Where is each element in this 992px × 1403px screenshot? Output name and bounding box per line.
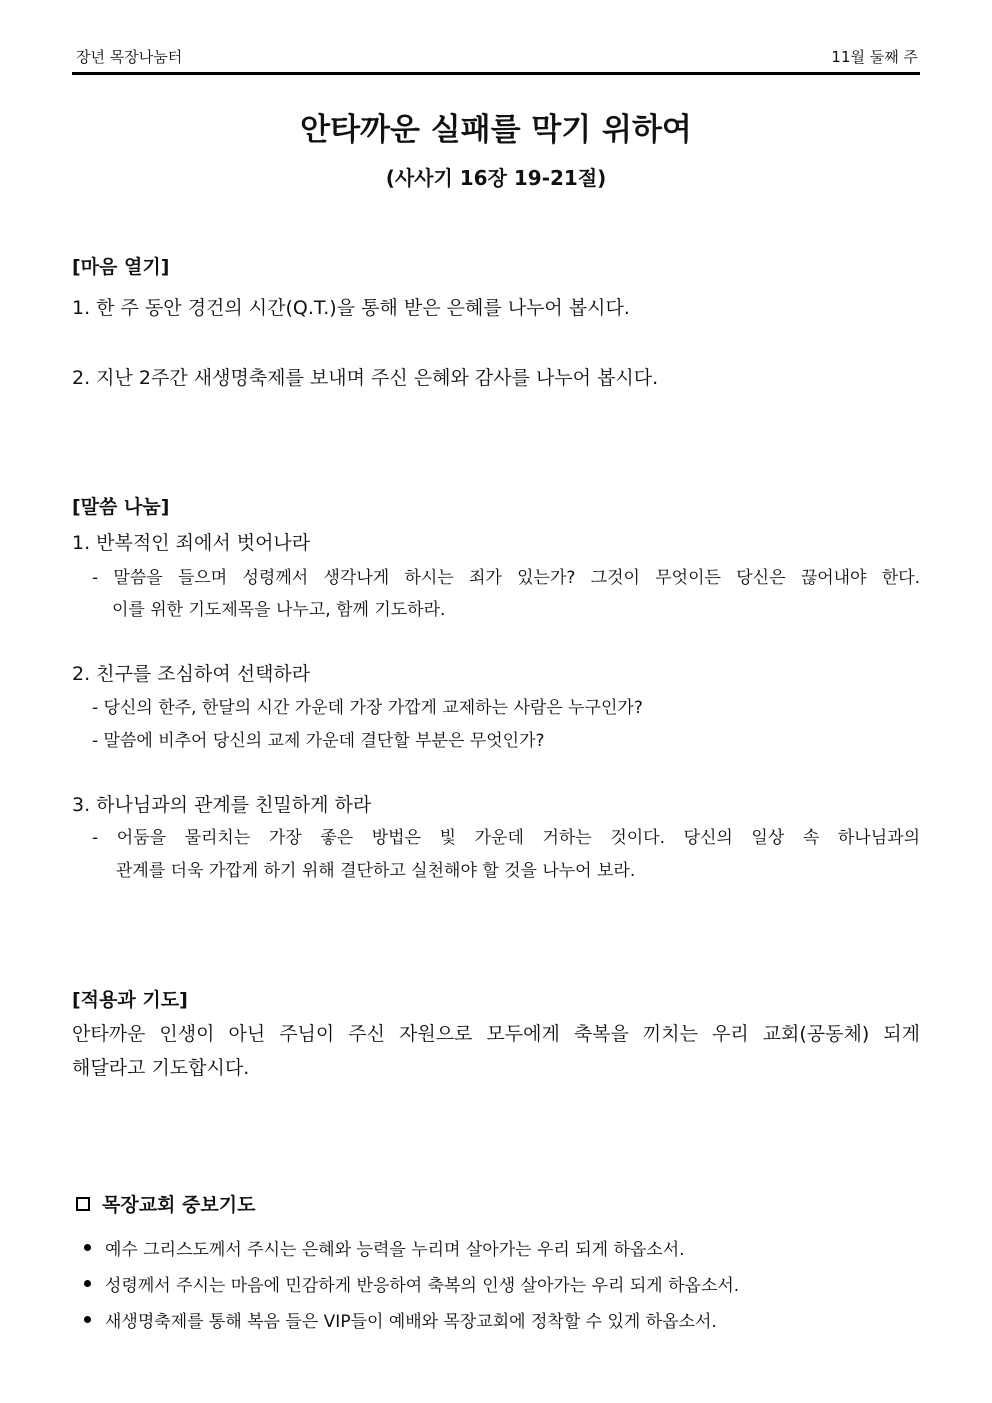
header-left: 장년 목장나눔터 <box>76 48 183 66</box>
intercession-item <box>84 1235 685 1260</box>
question-1-line-2: 이를 위한 기도제목을 나누고, 함께 기도하라. <box>112 600 446 620</box>
intercession-item-text: 예수 그리스도께서 주시는 은혜와 능력을 누리며 살아가는 우리 되게 하옵소서. <box>105 1240 685 1260</box>
question-2-line-1: - 당신의 한주, 한달의 시간 가운데 가장 가깝게 교제하는 사람은 누구인가? <box>92 698 643 718</box>
question-3-line-1: - 어둠을 물리치는 가장 좋은 방법은 빛 가운데 거하는 것이다. 당신의 일상 속 하나님과의 <box>92 828 920 848</box>
intercession-item <box>84 1307 717 1332</box>
question-1-line-1: - 말씀을 들으며 성령께서 생각나게 하시는 죄가 있는가? 그것이 무엇이든 당신은 끊어내야 한다. <box>92 568 920 588</box>
open-heart-item-2: 2. 지난 2주간 새생명축제를 보내며 주신 은혜와 감사를 나누어 봅시다. <box>72 367 659 389</box>
document-title: 안타까운 실패를 막기 위하여 <box>300 112 692 148</box>
intercession-item-text: 새생명축제를 통해 복음 들은 VIP들이 예배와 목장교회에 정착할 수 있게 하옵소서. <box>105 1312 717 1332</box>
apply-prayer-line-2: 해달라고 기도합시다. <box>72 1057 250 1079</box>
open-heart-item-1: 1. 한 주 동안 경건의 시간(Q.T.)을 통해 받은 은혜를 나누어 봅시다. <box>72 297 630 319</box>
bullet-icon <box>84 1280 91 1287</box>
intercession-item <box>84 1271 739 1296</box>
checkbox-icon <box>76 1197 90 1211</box>
document-subtitle: (사사기 16장 19-21절) <box>385 166 607 190</box>
question-1-heading: 1. 반복적인 죄에서 벗어나라 <box>72 532 311 554</box>
page-header <box>72 44 920 75</box>
apply-prayer-line-1: 안타까운 인생이 아닌 주님이 주신 자원으로 모두에게 축복을 끼치는 우리 교회(공동체) 되게 <box>72 1023 920 1045</box>
intercession-title-row <box>72 1190 255 1217</box>
intercession-item-text: 성령께서 주시는 마음에 민감하게 반응하여 축복의 인생 살아가는 우리 되게 하옵소서. <box>105 1276 740 1296</box>
question-2-heading: 2. 친구를 조심하여 선택하라 <box>72 663 311 685</box>
section-apply-prayer-title: [적용과 기도] <box>72 989 188 1011</box>
bullet-icon <box>84 1244 91 1251</box>
section-word-sharing-title: [말씀 나눔] <box>72 496 170 518</box>
header-right: 11월 둘째 주 <box>831 48 918 66</box>
bullet-icon <box>84 1316 91 1323</box>
question-3-line-2: 관계를 더욱 가깝게 하기 위해 결단하고 실천해야 할 것을 나누어 보라. <box>116 861 636 881</box>
question-3-heading: 3. 하나님과의 관계를 친밀하게 하라 <box>72 794 372 816</box>
intercession-title: 목장교회 중보기도 <box>102 1194 256 1216</box>
section-open-heart-title: [마음 열기] <box>72 256 170 278</box>
question-2-line-2: - 말씀에 비추어 당신의 교제 가운데 결단할 부분은 무엇인가? <box>92 731 545 751</box>
